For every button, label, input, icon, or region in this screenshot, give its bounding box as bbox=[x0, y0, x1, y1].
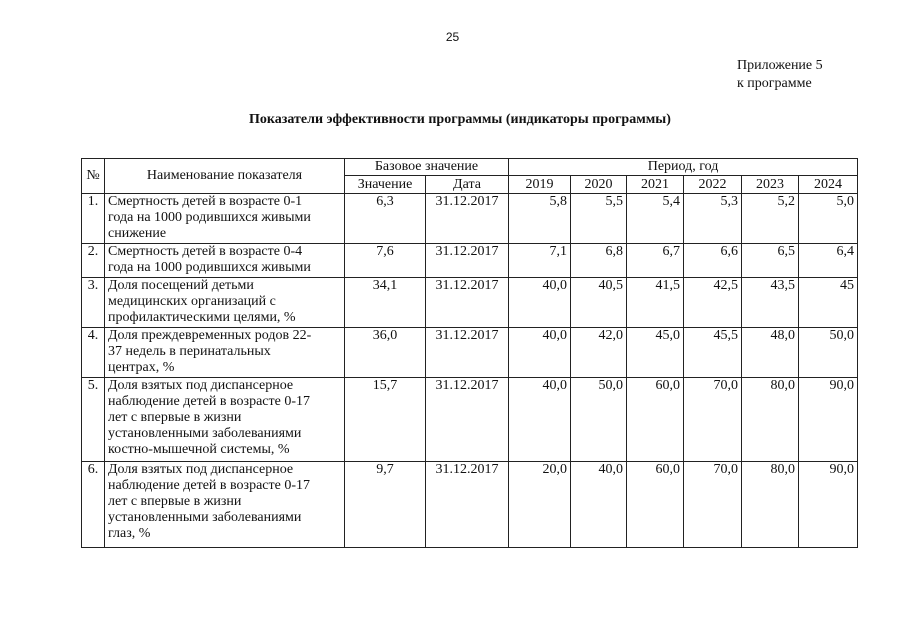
indicator-name-line: лет с впервые в жизни bbox=[108, 410, 242, 425]
indicator-name-line: Смертность детей в возрасте 0-1 bbox=[108, 194, 303, 209]
indicator-name-line: наблюдение детей в возрасте 0-17 bbox=[108, 394, 310, 409]
year-value: 5,3 bbox=[684, 194, 742, 244]
header-year: 2021 bbox=[627, 176, 684, 194]
base-date: 31.12.2017 bbox=[426, 378, 509, 462]
indicator-name bbox=[105, 378, 345, 462]
header-base-value: Базовое значение bbox=[345, 159, 509, 176]
indicator-name-line: года на 1000 родившихся живыми bbox=[108, 210, 311, 225]
appendix-line-2: к программе bbox=[737, 76, 812, 91]
indicator-name-line: профилактическими целями, % bbox=[108, 310, 296, 325]
year-value: 6,8 bbox=[571, 244, 627, 278]
indicator-name-line: Доля взятых под диспансерное bbox=[108, 378, 294, 393]
indicator-name bbox=[105, 328, 345, 378]
row-number: 1. bbox=[82, 194, 105, 244]
document-title: Показатели эффективности программы (индикаторы программы) bbox=[249, 112, 671, 127]
row-number: 2. bbox=[82, 244, 105, 278]
table-row bbox=[82, 278, 858, 328]
year-value: 6,5 bbox=[742, 244, 799, 278]
year-value: 90,0 bbox=[799, 378, 858, 462]
base-value: 7,6 bbox=[345, 244, 426, 278]
indicator-name-line: наблюдение детей в возрасте 0-17 bbox=[108, 478, 310, 493]
indicator-name-line: установленными заболеваниями bbox=[108, 510, 302, 525]
year-value: 60,0 bbox=[627, 378, 684, 462]
year-value: 70,0 bbox=[684, 378, 742, 462]
base-date: 31.12.2017 bbox=[426, 194, 509, 244]
table-row bbox=[82, 378, 858, 462]
year-value: 42,0 bbox=[571, 328, 627, 378]
year-value: 40,0 bbox=[509, 278, 571, 328]
appendix-note bbox=[737, 57, 823, 93]
indicator-name bbox=[105, 194, 345, 244]
year-value: 40,5 bbox=[571, 278, 627, 328]
year-value: 6,7 bbox=[627, 244, 684, 278]
header-date: Дата bbox=[426, 176, 509, 194]
header-year: 2019 bbox=[509, 176, 571, 194]
indicator-name-line: 37 недель в перинатальных bbox=[108, 344, 271, 359]
year-value: 80,0 bbox=[742, 378, 799, 462]
base-value: 9,7 bbox=[345, 462, 426, 548]
year-value: 40,0 bbox=[571, 462, 627, 548]
page-number: 25 bbox=[445, 30, 460, 44]
base-date: 31.12.2017 bbox=[426, 244, 509, 278]
row-number: 5. bbox=[82, 378, 105, 462]
table-row bbox=[82, 244, 858, 278]
indicator-name-line: Смертность детей в возрасте 0-4 bbox=[108, 244, 303, 259]
indicators-table bbox=[81, 158, 858, 548]
base-value: 34,1 bbox=[345, 278, 426, 328]
indicator-name-line: лет с впервые в жизни bbox=[108, 494, 242, 509]
year-value: 60,0 bbox=[627, 462, 684, 548]
year-value: 50,0 bbox=[799, 328, 858, 378]
header-year: 2020 bbox=[571, 176, 627, 194]
year-value: 5,4 bbox=[627, 194, 684, 244]
indicator-name-line: глаз, % bbox=[108, 526, 151, 541]
base-value: 15,7 bbox=[345, 378, 426, 462]
header-year: 2024 bbox=[799, 176, 858, 194]
row-number: 3. bbox=[82, 278, 105, 328]
year-value: 40,0 bbox=[509, 328, 571, 378]
indicator-name-line: Доля преждевременных родов 22- bbox=[108, 328, 312, 343]
indicator-name-line: года на 1000 родившихся живыми bbox=[108, 260, 311, 275]
year-value: 6,6 bbox=[684, 244, 742, 278]
year-value: 7,1 bbox=[509, 244, 571, 278]
base-date: 31.12.2017 bbox=[426, 328, 509, 378]
year-value: 48,0 bbox=[742, 328, 799, 378]
indicator-name bbox=[105, 244, 345, 278]
indicator-name-line: Доля посещений детьми bbox=[108, 278, 254, 293]
row-number: 4. bbox=[82, 328, 105, 378]
header-year: 2023 bbox=[742, 176, 799, 194]
year-value: 41,5 bbox=[627, 278, 684, 328]
year-value: 40,0 bbox=[509, 378, 571, 462]
indicator-name-line: костно-мышечной системы, % bbox=[108, 442, 290, 457]
year-value: 42,5 bbox=[684, 278, 742, 328]
year-value: 5,2 bbox=[742, 194, 799, 244]
base-date: 31.12.2017 bbox=[426, 462, 509, 548]
year-value: 45,5 bbox=[684, 328, 742, 378]
year-value: 5,0 bbox=[799, 194, 858, 244]
indicator-name-line: центрах, % bbox=[108, 360, 175, 375]
year-value: 43,5 bbox=[742, 278, 799, 328]
header-value: Значение bbox=[345, 176, 426, 194]
year-value: 70,0 bbox=[684, 462, 742, 548]
base-value: 36,0 bbox=[345, 328, 426, 378]
header-year: 2022 bbox=[684, 176, 742, 194]
year-value: 90,0 bbox=[799, 462, 858, 548]
year-value: 5,8 bbox=[509, 194, 571, 244]
table-row bbox=[82, 462, 858, 548]
base-value: 6,3 bbox=[345, 194, 426, 244]
year-value: 6,4 bbox=[799, 244, 858, 278]
base-date: 31.12.2017 bbox=[426, 278, 509, 328]
header-period: Период, год bbox=[509, 159, 858, 176]
row-number: 6. bbox=[82, 462, 105, 548]
year-value: 80,0 bbox=[742, 462, 799, 548]
year-value: 50,0 bbox=[571, 378, 627, 462]
header-indicator-name: Наименование показателя bbox=[105, 159, 345, 194]
appendix-line-1: Приложение 5 bbox=[737, 58, 823, 73]
table-row bbox=[82, 328, 858, 378]
indicator-name-line: медицинских организаций с bbox=[108, 294, 276, 309]
indicator-name bbox=[105, 462, 345, 548]
indicator-name-line: Доля взятых под диспансерное bbox=[108, 462, 294, 477]
year-value: 45,0 bbox=[627, 328, 684, 378]
year-value: 45 bbox=[799, 278, 858, 328]
table-row bbox=[82, 194, 858, 244]
header-number: № bbox=[82, 159, 105, 194]
indicator-name-line: снижение bbox=[108, 226, 167, 241]
indicator-name-line: установленными заболеваниями bbox=[108, 426, 302, 441]
year-value: 20,0 bbox=[509, 462, 571, 548]
year-value: 5,5 bbox=[571, 194, 627, 244]
indicator-name bbox=[105, 278, 345, 328]
